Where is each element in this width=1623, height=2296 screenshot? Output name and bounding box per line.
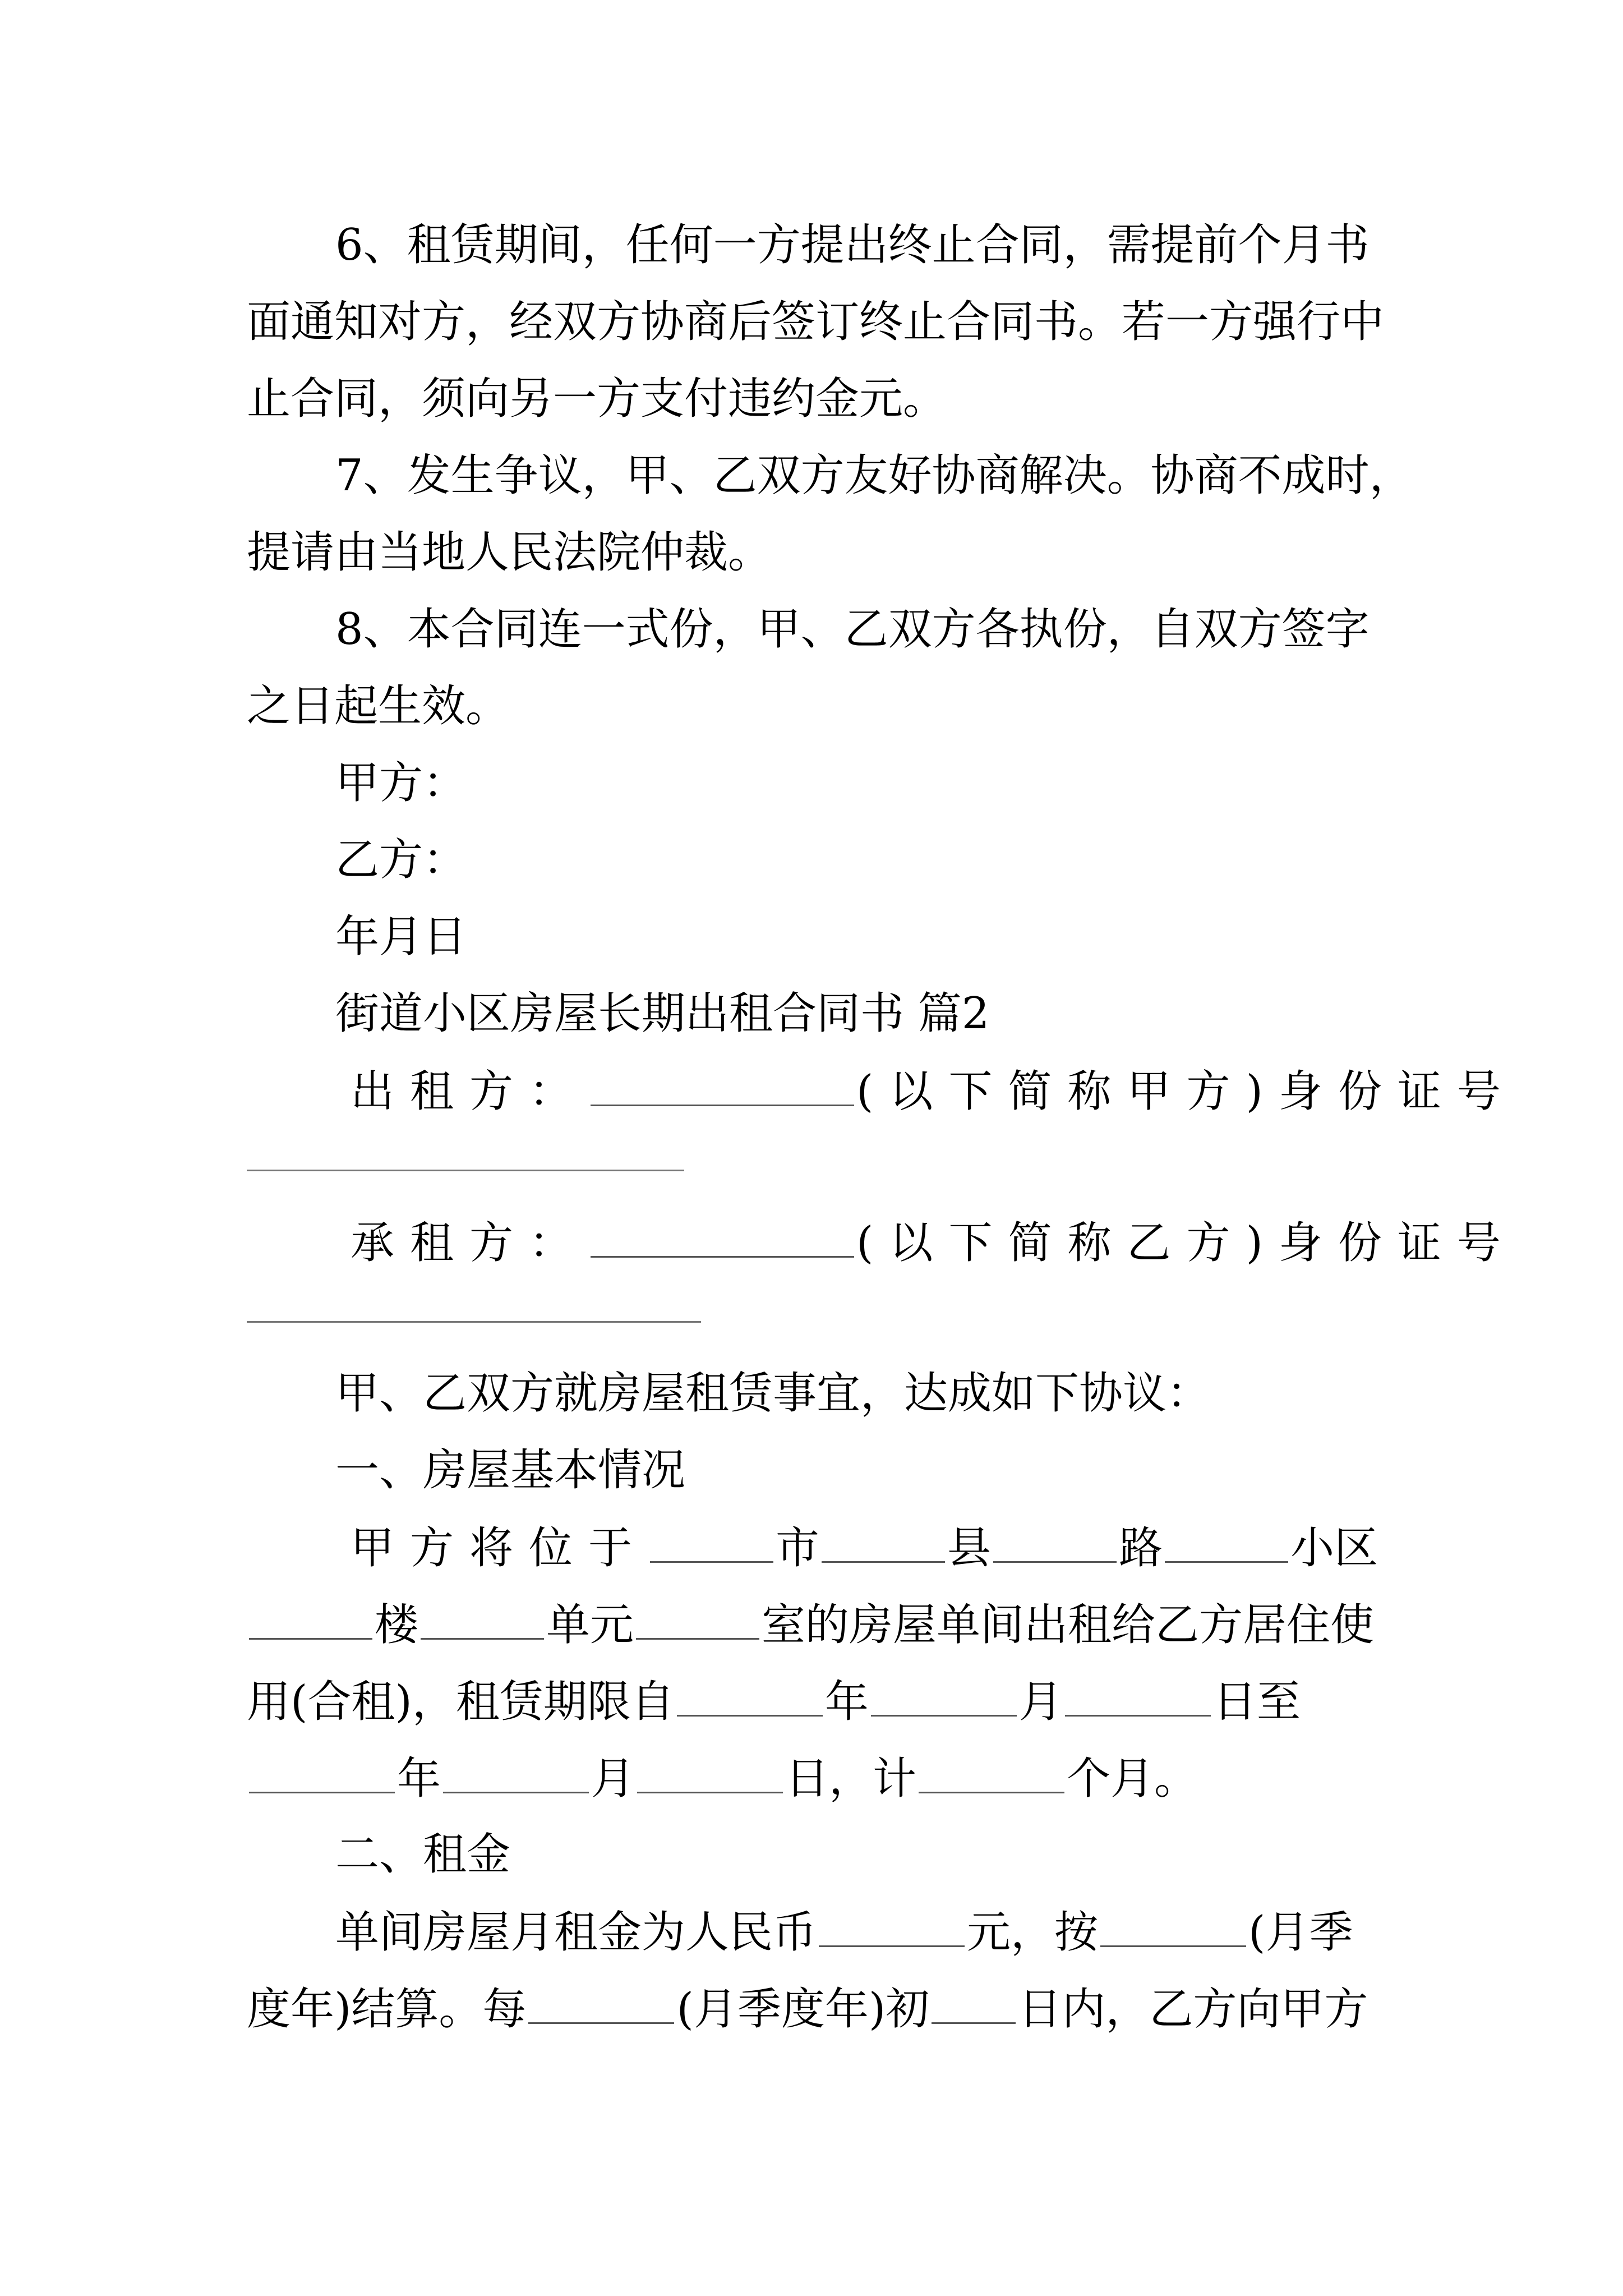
rent-currency-label: 元，按 <box>967 1907 1099 1958</box>
end-year-label: 年 <box>397 1754 441 1804</box>
payment-period-blank <box>528 1986 674 2024</box>
unit-label: 单元 <box>546 1600 634 1650</box>
party-a-signature-label: 甲方： <box>335 758 467 808</box>
start-year-label: 年 <box>824 1677 869 1727</box>
clause-6-line-2: 面通知对方，经双方协商后签订终止合同书。若一方强行中 <box>247 297 1385 347</box>
end-month-blank <box>443 1756 589 1793</box>
payment-day-blank <box>932 1986 1016 2024</box>
start-day-label: 日至 <box>1212 1677 1301 1727</box>
county-blank <box>822 1525 945 1563</box>
party-b-signature-label: 乙方： <box>335 835 467 885</box>
section-title: 街道小区房屋长期出租合同书 篇2 <box>335 988 990 1039</box>
end-year-blank <box>249 1756 395 1793</box>
end-month-label: 月 <box>591 1754 635 1804</box>
building-label: 楼 <box>375 1600 419 1650</box>
start-month-label: 月 <box>1018 1677 1063 1727</box>
lease-term-prefix: 用(合租)，租赁期限自 <box>247 1677 675 1727</box>
lessor-label: 出租方： <box>351 1066 589 1117</box>
lessor-suffix: (以下简称甲方)身份证号 <box>856 1066 1516 1117</box>
rent-prefix: 单间房屋月租金为人民币 <box>335 1907 817 1958</box>
settlement-suffix: 度年)结算。每 <box>247 1984 527 2035</box>
city-blank <box>650 1525 773 1563</box>
lessee-name-blank <box>591 1220 854 1258</box>
clause-7-line-1: 7、发生争议，甲、乙双方友好协商解决。协商不成时， <box>335 450 1413 501</box>
lessee-suffix: (以下简称乙方)身份证号 <box>856 1218 1516 1268</box>
clause-6-line-3: 止合同，须向另一方支付违约金元。 <box>247 374 947 424</box>
rent-line-2 <box>247 1984 1368 2035</box>
agreement-intro: 甲、乙双方就房屋租赁事宜，达成如下协议： <box>335 1368 1211 1419</box>
lessor-name-blank <box>591 1069 854 1106</box>
lessor-line <box>351 1066 1516 1117</box>
road-blank <box>993 1525 1117 1563</box>
city-label: 市 <box>776 1523 820 1573</box>
house-line-3 <box>247 1677 1301 1727</box>
rent-line-1 <box>335 1907 1353 1958</box>
heading-rent: 二、租金 <box>335 1829 511 1880</box>
heading-house-info: 一、房屋基本情况 <box>335 1445 686 1496</box>
county-label: 县 <box>947 1523 992 1573</box>
room-description: 室的房屋单间出租给乙方居住使 <box>762 1600 1375 1650</box>
room-blank <box>636 1602 759 1640</box>
start-month-blank <box>871 1679 1017 1717</box>
building-blank <box>249 1602 372 1640</box>
clause-6-line-1: 6、租赁期间，任何一方提出终止合同，需提前个月书 <box>335 220 1370 270</box>
community-blank <box>1165 1525 1288 1563</box>
payment-period-label: (月季度年)初 <box>676 1984 930 2035</box>
end-day-label: 日，计 <box>785 1754 917 1804</box>
house-location-prefix: 甲方将位于 <box>351 1523 648 1573</box>
unit-blank <box>421 1602 544 1640</box>
road-label: 路 <box>1119 1523 1163 1573</box>
community-label: 小区 <box>1290 1523 1378 1573</box>
house-line-4 <box>247 1754 1198 1804</box>
payment-day-label: 日内，乙方向甲方 <box>1018 1984 1368 2035</box>
lessee-id-blank <box>247 1321 701 1323</box>
start-day-blank <box>1065 1679 1211 1717</box>
months-label: 个月。 <box>1067 1754 1198 1804</box>
clause-7-line-2: 提请由当地人民法院仲裁。 <box>247 527 772 578</box>
signature-date: 年月日 <box>335 912 467 962</box>
settlement-period-label: (月季 <box>1248 1907 1353 1958</box>
lessee-line <box>351 1218 1516 1268</box>
end-day-blank <box>637 1756 783 1793</box>
months-count-blank <box>919 1756 1064 1793</box>
start-year-blank <box>677 1679 823 1717</box>
house-line-2 <box>247 1600 1375 1650</box>
house-line-1 <box>351 1523 1378 1573</box>
clause-8-line-1: 8、本合同连一式份，甲、乙双方各执份，自双方签字 <box>335 604 1370 655</box>
lessee-label: 承租方： <box>351 1218 589 1268</box>
lessor-id-blank <box>247 1170 684 1171</box>
rent-amount-blank <box>819 1910 965 1947</box>
clause-8-line-2: 之日起生效。 <box>247 681 510 731</box>
settlement-period-blank <box>1100 1910 1246 1947</box>
